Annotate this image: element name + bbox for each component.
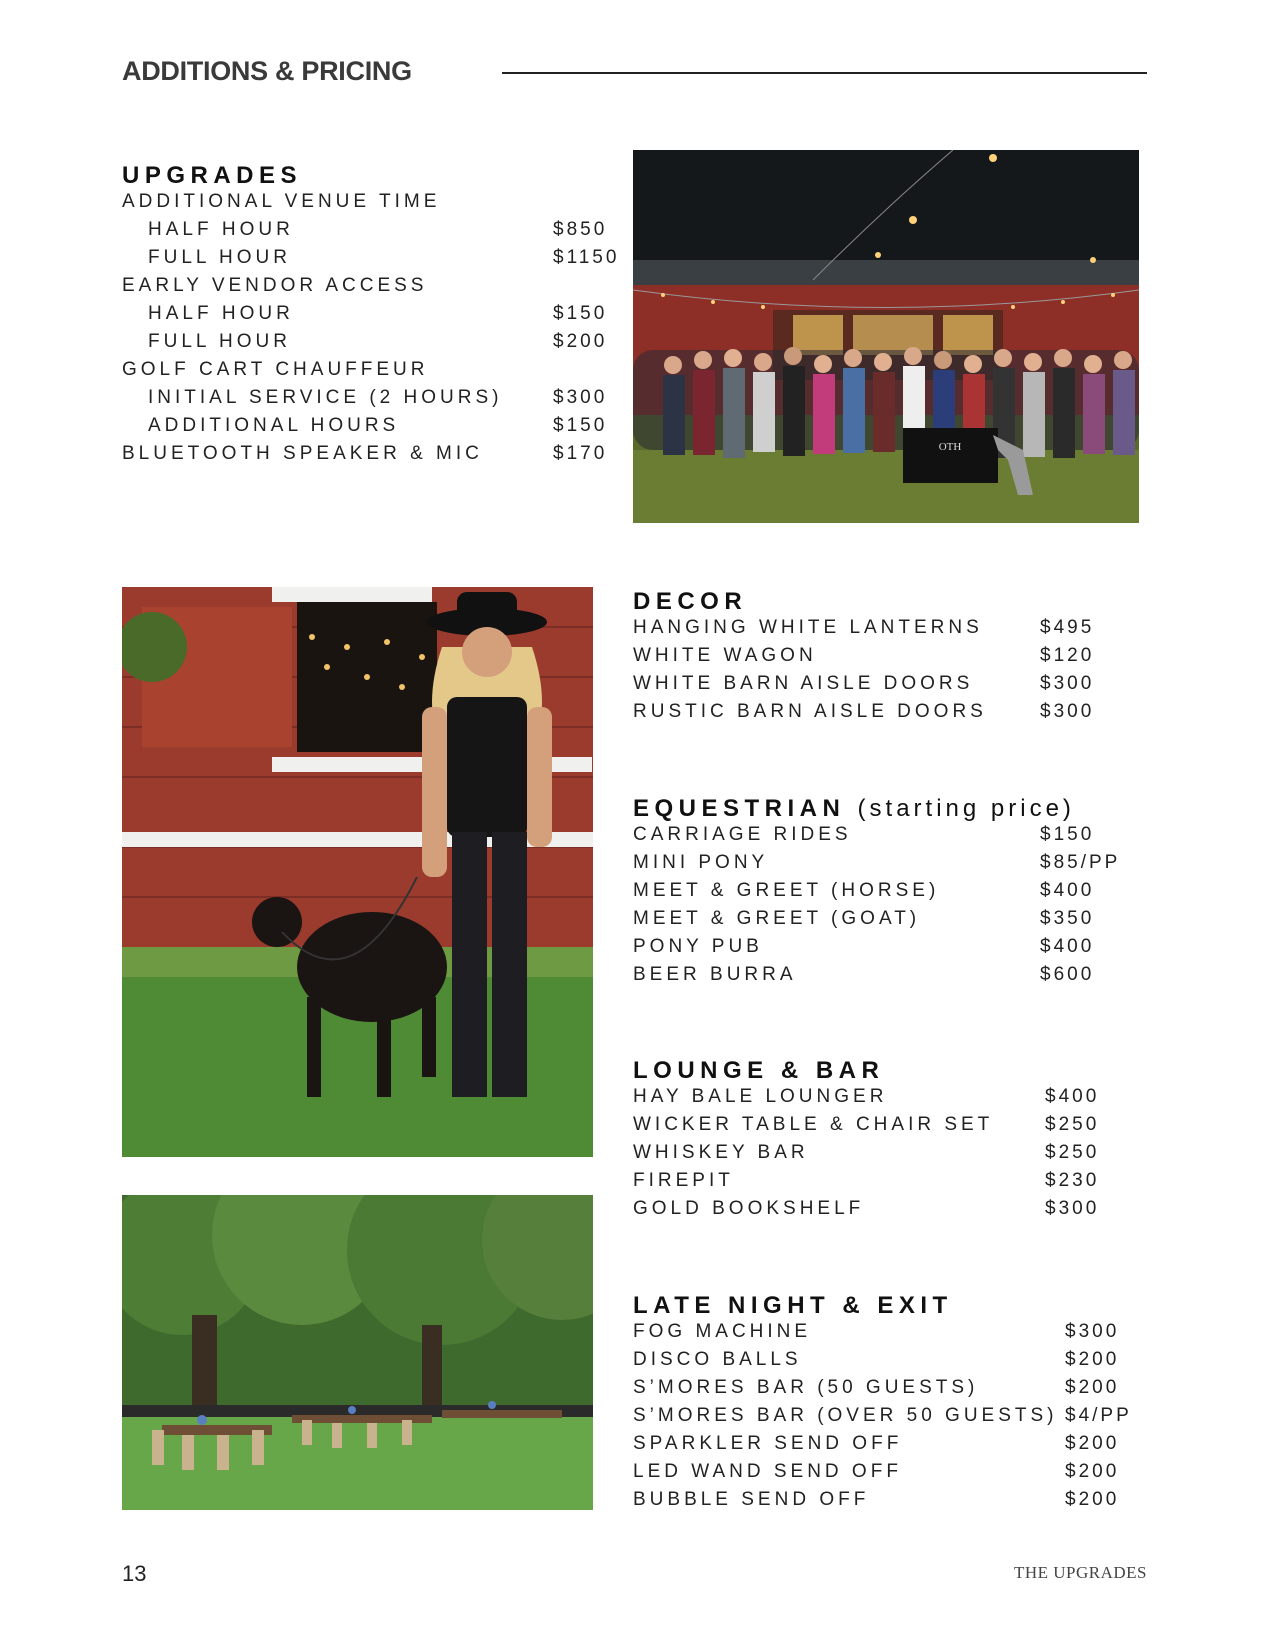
list-item-label: INITIAL SERVICE (2 HOURS) <box>148 387 503 408</box>
list-item-label: RUSTIC BARN AISLE DOORS <box>633 701 987 722</box>
list-item-price: $200 <box>1065 1433 1120 1454</box>
list-item-price: $120 <box>1040 645 1095 666</box>
outdoor-tables-photo <box>122 1195 593 1510</box>
equestrian-subtitle: (starting price) <box>857 795 1075 822</box>
list-item-price: $85/PP <box>1040 852 1121 873</box>
list-item-label: PONY PUB <box>633 936 763 957</box>
list-item-price: $200 <box>553 331 608 352</box>
list-item-label: MEET & GREET (HORSE) <box>633 880 940 901</box>
list-item-price: $250 <box>1045 1114 1100 1135</box>
list-item-label: BLUETOOTH SPEAKER & MIC <box>122 443 483 464</box>
list-item-label: WICKER TABLE & CHAIR SET <box>633 1114 994 1135</box>
list-item-label: S’MORES BAR (OVER 50 GUESTS) <box>633 1405 1058 1426</box>
list-item-price: $300 <box>1065 1321 1120 1342</box>
equestrian-title <box>633 795 1075 823</box>
section-label: THE UPGRADES <box>1013 1563 1147 1582</box>
list-item-price: $200 <box>1065 1377 1120 1398</box>
list-item-label: FIREPIT <box>633 1170 734 1191</box>
list-item-price: $1150 <box>553 247 620 268</box>
list-item-price: $350 <box>1040 908 1095 929</box>
list-item-price: $150 <box>1040 824 1095 845</box>
list-item-label: ADDITIONAL VENUE TIME <box>122 191 441 212</box>
list-item-price: $850 <box>553 219 608 240</box>
list-item-price: $400 <box>1045 1086 1100 1107</box>
list-item-price: $300 <box>1040 701 1095 722</box>
list-item-label: FULL HOUR <box>148 247 291 268</box>
list-item-label: FULL HOUR <box>148 331 291 352</box>
decor-title: DECOR <box>633 588 748 615</box>
list-item-label: S’MORES BAR (50 GUESTS) <box>633 1377 979 1398</box>
list-item-price: $170 <box>553 443 608 464</box>
late-night-title: LATE NIGHT & EXIT <box>633 1292 953 1319</box>
list-item-label: WHITE WAGON <box>633 645 817 666</box>
list-item-label: HALF HOUR <box>148 219 294 240</box>
upgrades-title: UPGRADES <box>122 162 303 189</box>
group-photo <box>633 150 1139 523</box>
list-item-label: DISCO BALLS <box>633 1349 802 1370</box>
list-item-label: BEER BURRA <box>633 964 797 985</box>
list-item-price: $400 <box>1040 880 1095 901</box>
list-item-price: $250 <box>1045 1142 1100 1163</box>
list-item-label: HALF HOUR <box>148 303 294 324</box>
equestrian-title-text: EQUESTRIAN <box>633 795 846 822</box>
page-number: 13 <box>122 1561 147 1586</box>
goat-photo <box>122 587 593 1157</box>
lounge-title: LOUNGE & BAR <box>633 1057 885 1084</box>
list-item-price: $150 <box>553 303 608 324</box>
page-title: ADDITIONS & PRICING <box>122 56 412 86</box>
list-item-label: CARRIAGE RIDES <box>633 824 852 845</box>
group-photo-sign: OTH <box>938 441 962 453</box>
header-divider <box>502 72 1147 74</box>
list-item-label: MINI PONY <box>633 852 769 873</box>
list-item-label: HANGING WHITE LANTERNS <box>633 617 983 638</box>
list-item-label: FOG MACHINE <box>633 1321 812 1342</box>
list-item-label: GOLF CART CHAUFFEUR <box>122 359 429 380</box>
list-item-label: LED WAND SEND OFF <box>633 1461 902 1482</box>
list-item-price: $200 <box>1065 1489 1120 1510</box>
list-item-price: $600 <box>1040 964 1095 985</box>
list-item-label: MEET & GREET (GOAT) <box>633 908 921 929</box>
list-item-label: HAY BALE LOUNGER <box>633 1086 888 1107</box>
list-item-price: $200 <box>1065 1461 1120 1482</box>
list-item-label: EARLY VENDOR ACCESS <box>122 275 428 296</box>
list-item-label: BUBBLE SEND OFF <box>633 1489 870 1510</box>
list-item-label: WHITE BARN AISLE DOORS <box>633 673 974 694</box>
list-item-price: $200 <box>1065 1349 1120 1370</box>
list-item-price: $495 <box>1040 617 1095 638</box>
list-item-label: SPARKLER SEND OFF <box>633 1433 903 1454</box>
list-item-price: $300 <box>1040 673 1095 694</box>
list-item-price: $230 <box>1045 1170 1100 1191</box>
list-item-price: $150 <box>553 415 608 436</box>
list-item-price: $300 <box>1045 1198 1100 1219</box>
list-item-price: $400 <box>1040 936 1095 957</box>
list-item-label: GOLD BOOKSHELF <box>633 1198 865 1219</box>
list-item-price: $300 <box>553 387 608 408</box>
list-item-price: $4/PP <box>1065 1405 1132 1426</box>
list-item-label: ADDITIONAL HOURS <box>148 415 400 436</box>
list-item-label: WHISKEY BAR <box>633 1142 809 1163</box>
